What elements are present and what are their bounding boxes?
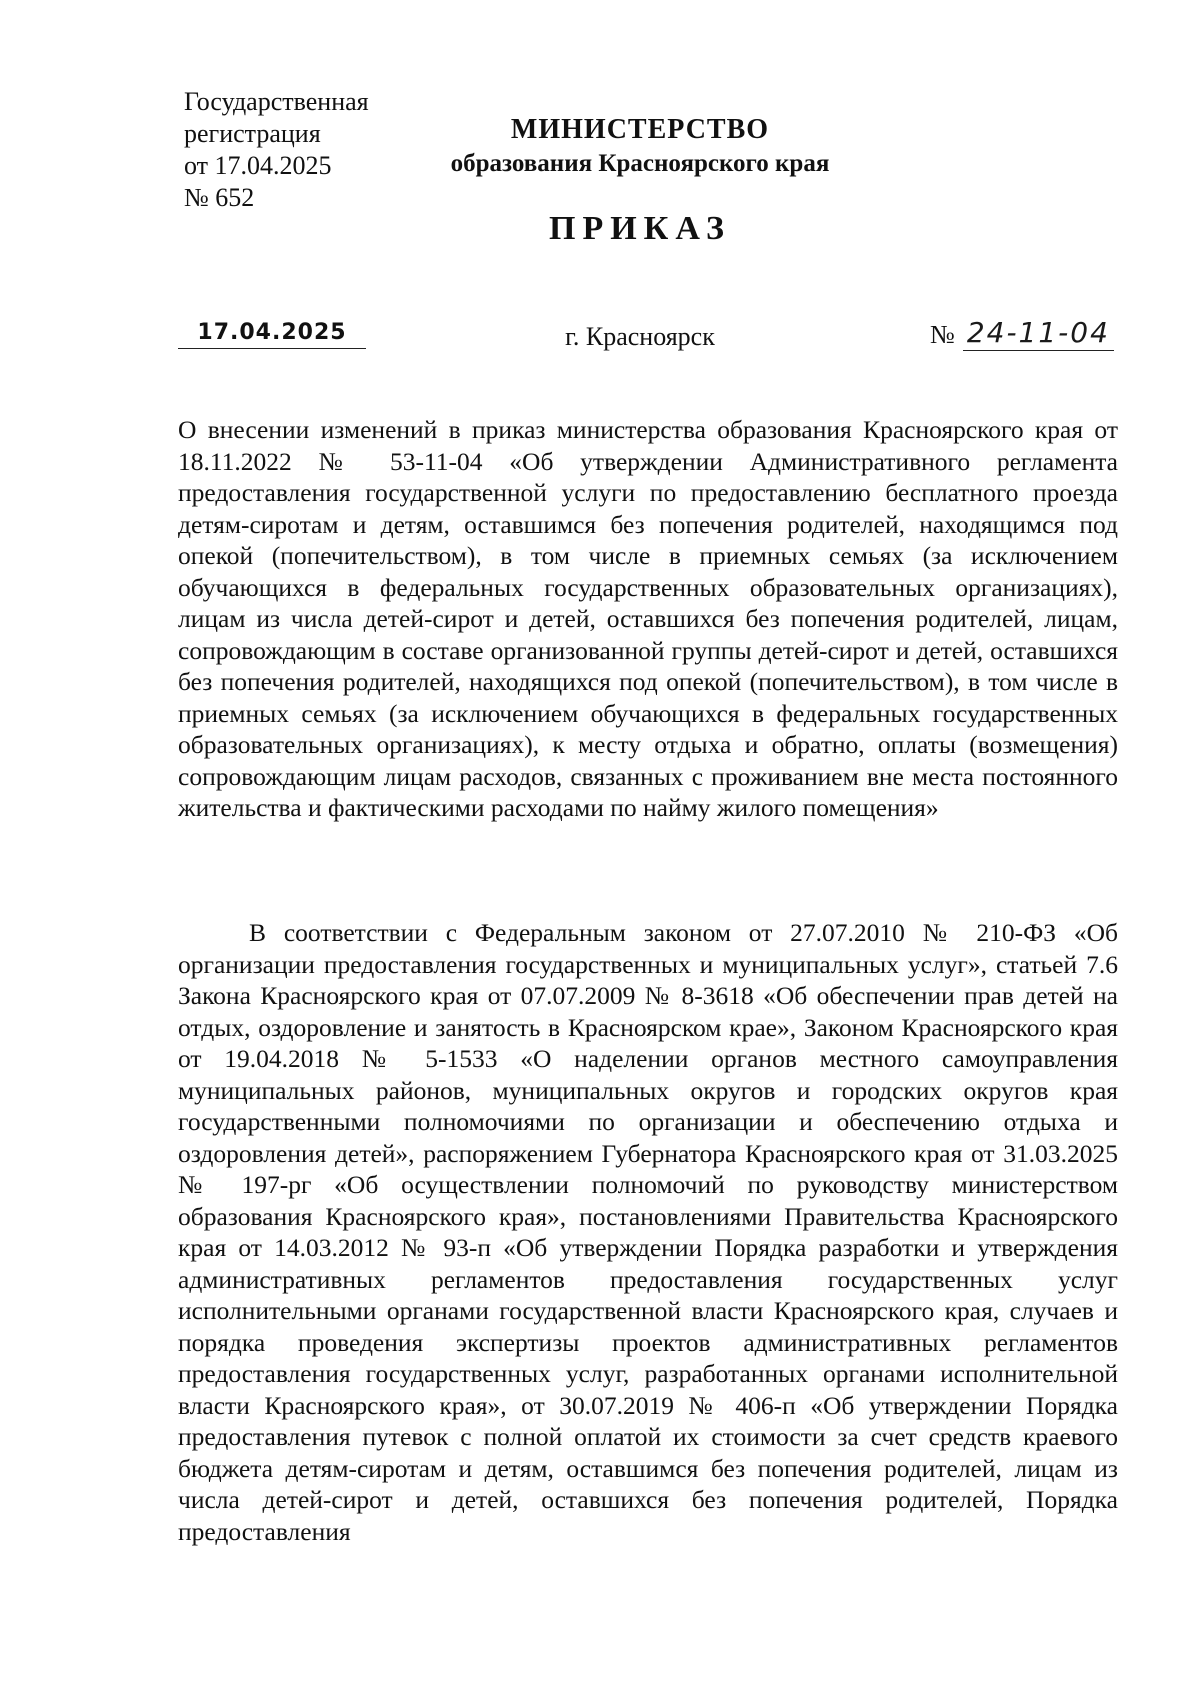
order-date: 17.04.2025 (178, 318, 366, 349)
order-city: г. Красноярск (565, 322, 715, 351)
registration-stamp (184, 86, 369, 214)
order-number: 24-11-04 (963, 316, 1114, 351)
document-body: В соответствии с Федеральным законом от 27.07.2010 № 210-ФЗ «Об организации предоставления государственных и муниципальных услуг», статьей 7.6 Закона Красноярского края от 07.07.2009 № 8-3618 «Об обеспечении прав детей на отдых, оздоровление и занятость в Красноярском крае», Законом Красноярского края от 19.04.2018 № 5-1533 «О наделении органов местного самоуправления муниципальных районов, муниципальных округов и городских округов края государственными полномочиями по организации и обеспечению отдыха и оздоровления детей», распоряжением Губернатора Красноярского края от 31.03.2025 № 197-рг «Об осуществлении полномочий по руководству министерством образования Красноярского края», постановлениями Правительства Красноярского края от 14.03.2012 № 93-п «Об утверждении Порядка разработки и утверждения административных регламентов предоставления государственных услуг исполнительными органами государственной власти Красноярского края, случаев и порядка проведения экспертизы проектов административных регламентов предоставления государственных услуг, разработанных органами исполнительной власти Красноярского края», от 30.07.2019 № 406-п «Об утверждении Порядка предоставления путевок с полной оплатой их стоимости за счет средств краевого бюджета детям-сиротам и детям, оставшимся без попечения родителей, лицам из числа детей-сирот и детей, оставшихся без попечения родителей, Порядка предоставления (178, 918, 1118, 1546)
order-number-block (930, 316, 1114, 351)
ministry-subtitle: образования Красноярского края (450, 150, 830, 177)
order-title: ПРИКАЗ (549, 210, 731, 247)
registration-number: № 652 (184, 183, 255, 212)
registration-line: регистрация (184, 119, 321, 148)
ministry-header (400, 112, 880, 180)
registration-date: от 17.04.2025 (184, 151, 332, 180)
document-title: О внесении изменений в приказ министерства образования Красноярского края от 18.11.2022 № 53-11-04 «Об утверждении Административного регламента предоставления государственной услуги по предоставлению бесплатного проезда детям-сиротам и детям, оставшимся без попечения родителей, находящимся под опекой (попечительством), в том числе в приемных семьях (за исключением обучающихся в федеральных государственных образовательных организациях), лицам из числа детей-сирот и детей, оставшихся без попечения родителей, лицам, сопровождающим в составе организованной группы детей-сирот и детей, оставшихся без попечения родителей, находящихся под опекой (попечительством), в том числе в приемных семьях (за исключением обучающихся в федеральных государственных образовательных организациях), к месту отдыха и обратно, оплаты (возмещения) сопровождающим лицам расходов, связанных с проживанием вне места постоянного жительства и фактическими расходами по найму жилого помещения» (178, 415, 1118, 822)
ministry-title: МИНИСТЕРСТВО (510, 114, 770, 145)
registration-line: Государственная (184, 87, 369, 116)
number-sign: № (930, 320, 955, 349)
